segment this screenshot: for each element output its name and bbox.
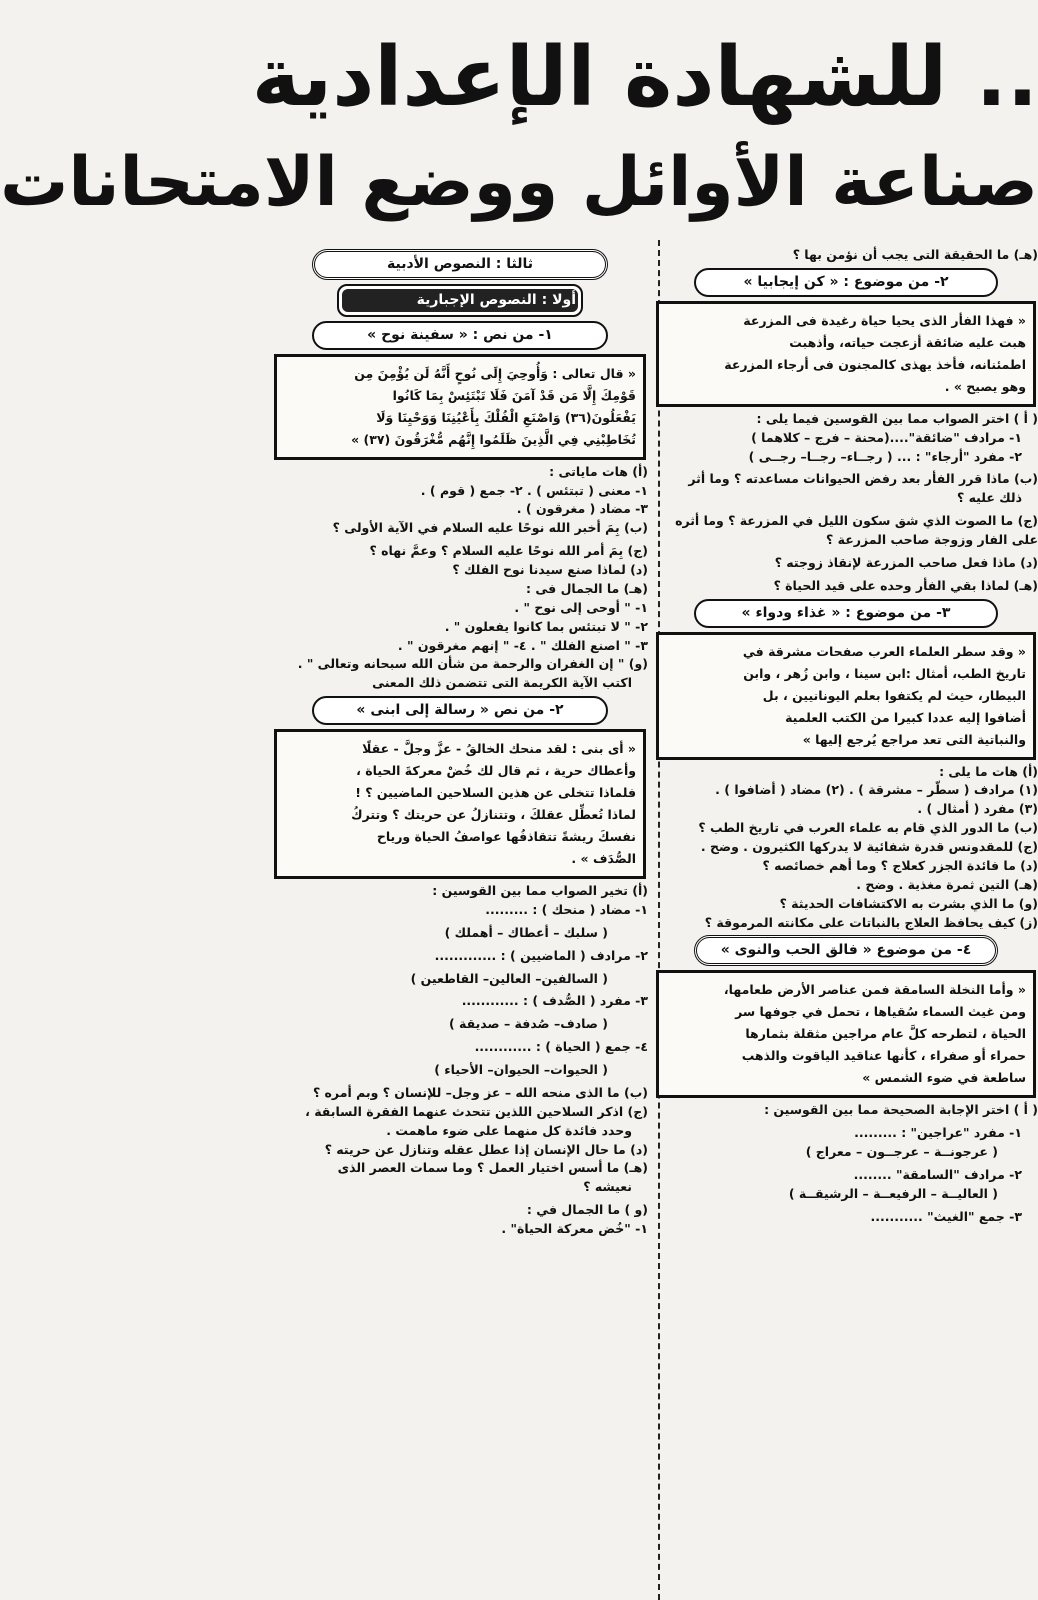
question: (و) " إن الغفران والرحمة من شأن الله سبحانه وتعالى " . [297, 656, 648, 672]
question: (هـ) ما أسس اختيار العمل ؟ وما سمات العصر الذى [337, 1160, 648, 1176]
question: (د) ما فائدة الجزر كعلاج ؟ وما أهم خصائصه ؟ [762, 857, 1038, 873]
question: (هـ) لماذا بقي الفأر وحده على قيد الحياة ؟ [773, 577, 1038, 593]
passage-line: « قال تعالى : وَأُوحِيَ إِلَى نُوحٍ أَنَّهُ لَن يُؤْمِنَ مِن [354, 365, 636, 381]
passage-line: تُخَاطِبْنِي فِي الَّذِينَ ظَلَمُوا إِنَّهُم مُّغْرَقُونَ (٣٧) » [351, 431, 636, 447]
question-options: ( عرجونــة – عرجــون – معراج ) [805, 1144, 998, 1160]
section-heading: ثالثا : النصوص الأدبية [312, 249, 608, 280]
question: (هـ) التين ثمرة مغذية . وضح . [856, 876, 1038, 892]
question-item: ١- مفرد "عراجين" : ......... [854, 1125, 1022, 1141]
question: (ب) ماذا قرر الفأر بعد رفض الحيوانات مساعدته ؟ وما أثر [688, 471, 1038, 487]
question-item: ٤- جمع ( الحياة ) : ............ [474, 1039, 648, 1055]
question: (هـ) ما الجمال فى : [526, 580, 648, 596]
question: ( أ ) اختر الصواب مما بين القوسين فيما يلى : [756, 410, 1038, 426]
section-title: ٣- من موضوع : « غذاء ودواء » [694, 599, 998, 628]
passage-line: وهو يصيح » . [944, 378, 1026, 394]
passage-line: قَوْمِكَ إِلَّا مَن قَدْ آمَنَ فَلَا تَبْتَئِسْ بِمَا كَانُوا [392, 387, 636, 403]
passage-box [274, 354, 646, 460]
passage-line: لماذا تُعطِّل عقلكَ ، وتتنازلُ عن حريتك ؟ وتتركُ [351, 807, 636, 823]
passage-line: فلماذا تتخلى عن هذين السلاحين الماضيين ؟ ! [355, 785, 636, 801]
question-item: ٢- مرادف ( الماضيين ) : ............. [434, 947, 648, 963]
headline-main: .. للشهادة الإعدادية [251, 30, 1038, 125]
question: (ب) ما الذى منحه الله – عز وجل– للإنسان ؟ وبم أمره ؟ [312, 1084, 648, 1100]
section-title: ١- من نص : « سفينة نوح » [312, 321, 608, 350]
question: (أ) تخير الصواب مما بين القوسين : [432, 883, 648, 899]
passage-line: ومن غيث السماء سُقياها ، تحمل في جوفها سر [735, 1004, 1026, 1020]
passage-line: وأعطاك حرية ، ثم قال لك خُضْ معركةَ الحياة ، [356, 763, 636, 779]
question-options: ( السالفين– العالين– القاطعين ) [410, 970, 608, 986]
question-cont: وحدد فائدة كل منهما على ضوء ماهمت . [386, 1122, 632, 1138]
question-item: ١- مرادف "ضائقة"....(محنة – فرج – كلاهما ) [751, 429, 1022, 445]
question-options: ( سلبك – أعطاك – أهملك ) [444, 924, 608, 940]
passage-line: الصُّدَف » . [571, 851, 636, 867]
question-options: ( العاليــة – الرفيعــة – الرشيقــة ) [788, 1185, 998, 1201]
question-item: ٣- " اصنع الفلك " . ٤- " إنهم مغرقون " . [397, 637, 648, 653]
question-options: ( الحيوات– الحيوان– الأحياء ) [434, 1062, 608, 1078]
question-item: ٢- مفرد "أرجاء" : ... ( رجــاء– رجــا– رجــى ) [748, 448, 1022, 464]
passage-line: تاريخ الطب، أمثال :ابن سينا ، وابن زُهر ، وابن [743, 665, 1026, 681]
question-item: (٣) مفرد ( أمثال ) . [917, 801, 1038, 817]
passage-line: « وأما النخلة السامقة فمن عناصر الأرض طعامها، [723, 982, 1026, 998]
section-title: ٢- من نص « رسالة إلى ابنى » [312, 696, 608, 725]
passage-line: اطمئنانه، فأخذ يهذى كالمجنون فى أرجاء المزرعة [724, 356, 1026, 372]
subsection-heading [337, 284, 583, 317]
question: (ب) بِمَ أخبر الله نوحًا عليه السلام في الآية الأولى ؟ [332, 520, 648, 536]
passage-box [656, 301, 1036, 407]
passage-line: الحياة ، لتطرحه كلَّ عام مراجين مثقلة بثمارها [745, 1026, 1026, 1042]
passage-line: أضافوا إليه عددا كبيرا من الكتب العلمية [785, 709, 1026, 725]
passage-line: « وقد سطر العلماء العرب صفحات مشرقة في [742, 643, 1026, 659]
question-item: ٣- مضاد ( مغرقون ) . [516, 501, 648, 517]
question: ( أ ) اختر الإجابة الصحيحة مما بين القوسين : [764, 1102, 1038, 1118]
question: (ج) ما الصوت الذي شق سكون الليل في المزرعة ؟ وما أثره [675, 513, 1038, 529]
question-item: (١) مرادف ( سطّر – مشرقة ) . (٢) مضاد ( أضافوا ) . [715, 782, 1038, 798]
subsection-heading-text: أولا : النصوص الإجبارية [342, 289, 578, 312]
passage-line: « أى بنى : لقد منحك الخالقُ - عزَّ وجلَّ - عقلًا [362, 741, 636, 757]
question-item: ١- مضاد ( منحك ) : ......... [485, 901, 648, 917]
section-title: ٤- من موضوع « فالق الحب والنوى » [694, 935, 998, 966]
passage-line: نفسكَ ريشةً تتقاذفُها عواصفُ الحياة ورياح [376, 829, 636, 845]
left-column [272, 245, 648, 1240]
passage-line: ساطعة في ضوء الشمس » [862, 1070, 1026, 1086]
passage-box [274, 729, 646, 879]
headline-sub: صناعة الأوائل ووضع الامتحانات [0, 143, 1038, 222]
question-cont: ذلك عليه ؟ [956, 490, 1022, 506]
question-item: ٢- مرادف "السامقة" ........ [853, 1166, 1022, 1182]
passage-line: والنباتية التى تعد مراجع يُرجع إليها » [802, 731, 1026, 747]
question-cont: على الفار وزوجة صاحب المزرعة ؟ [826, 532, 1038, 548]
question-item: ٣- جمع "الغيث" ........... [870, 1208, 1022, 1224]
section-title: ٢- من موضوع : « كن إيجابيا » [694, 268, 998, 297]
question: (ز) كيف يحافظ العلاج بالنباتات على مكانته المرموقة ؟ [704, 914, 1038, 930]
question-options: ( صادف– صُدفة – صديقة ) [448, 1016, 608, 1032]
passage-line: « فهذا الفأر الذى يحيا حياة رغيدة فى المزرعة [743, 312, 1026, 328]
question: (ج) اذكر السلاحين اللذين تتحدث عنهما الفقرة السابقة ، [305, 1103, 648, 1119]
question: (د) ماذا فعل صاحب المزرعة لإنقاذ زوجته ؟ [774, 554, 1038, 570]
passage-box [656, 970, 1036, 1098]
question-cont: نعيشه ؟ [583, 1179, 632, 1195]
question-item: ٣- مفرد ( الصُّدف ) : ............ [461, 993, 648, 1009]
question-cont: اكتب الآية الكريمة التى تتضمن ذلك المعنى [372, 675, 632, 691]
passage-line: يَفْعَلُونَ(٣٦) وَاصْنَعِ الْفُلْكَ بِأَعْيُنِنَا وَوَحْيِنَا وَلَا [376, 409, 636, 425]
passage-box [656, 632, 1036, 760]
passage-line: البيطار، حيث لم يكتفوا بعلم اليونانيين ، بل [762, 687, 1026, 703]
question: (هـ) ما الحقيقة التى يجب أن نؤمن بها ؟ [792, 247, 1038, 262]
question: (أ) هات ماياتى : [549, 463, 648, 479]
question-item: ١- " أوحى إلى نوح " . [514, 599, 648, 615]
question: (ب) ما الدور الذي قام به علماء العرب في تاريخ الطب ؟ [698, 820, 1038, 836]
question-item: ٢- " لا تبتئس بما كانوا يفعلون " . [444, 618, 648, 634]
question-item: ١- معنى ( تبتئس ) . ٢- جمع ( قوم ) . [420, 482, 648, 498]
question: (و) ما الذي بشرت به الاكتشافات الحديثة ؟ [779, 895, 1038, 911]
passage-line: حمراء أو صفراء ، كأنها عناقيد الياقوت والذهب [741, 1048, 1026, 1064]
question-item: ١- "خُض معركة الحياة" . [501, 1221, 648, 1237]
question: (أ) هات ما يلى : [939, 763, 1038, 779]
question: (ج) بِمَ أمر الله نوحًا عليه السلام ؟ وعمَّ نهاه ؟ [369, 543, 648, 559]
question: (ج) للمقدونس قدرة شفائية لا يدركها الكثيرون . وضح . [700, 839, 1038, 855]
question: (د) ما حال الإنسان إذا عطل عقله وتنازل عن حريته ؟ [324, 1141, 648, 1157]
passage-line: هبت عليه ضائقة أزعجت حياته، وأذهبت [789, 334, 1026, 350]
question: (د) لماذا صنع سيدنا نوح الفلك ؟ [452, 562, 648, 578]
question: (و ) ما الجمال في : [526, 1202, 648, 1218]
right-column [654, 245, 1038, 1228]
